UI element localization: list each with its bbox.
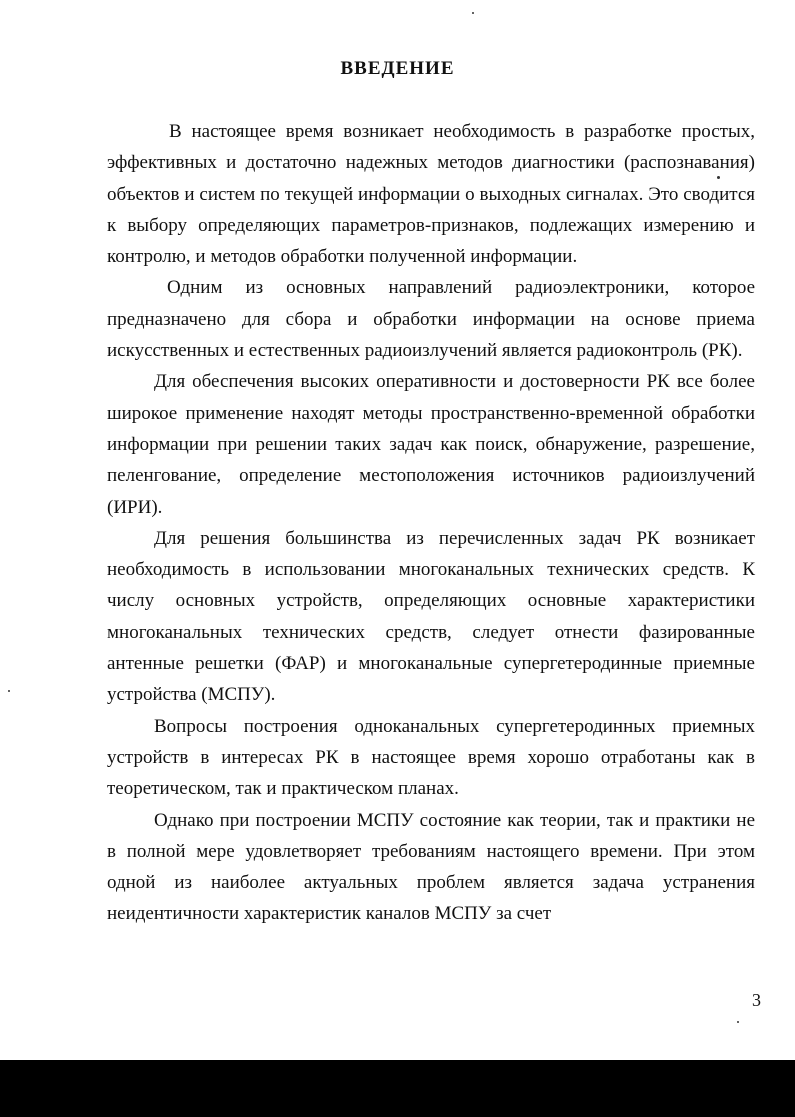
page-number: 3 (752, 990, 761, 1010)
paragraph-6: Однако при построении МСПУ состояние как теории, так и практики не в полной мере удовлетворяет требованиям настоящего времени. При этом одной из наиболее актуальных проблем является задача устранения неидентичности характеристик каналов МСПУ за счет (107, 809, 755, 925)
document-body (107, 116, 755, 930)
scan-speck (472, 12, 474, 14)
scan-speck (8, 690, 10, 692)
scan-speck (717, 176, 720, 179)
scan-speck (737, 1021, 739, 1023)
paragraph-4: Для решения большинства из перечисленных задач РК возникает необходимость в использовании многоканальных технических средств. К числу основных устройств, определяющих основные характеристики многоканальных технических средств, следует отнести фазированные антенные решетки (ФАР) и многоканальные супергетеродинные приемные устройства (МСПУ). (107, 527, 755, 706)
paragraph-1: В настоящее время возникает необходимость в разработке простых, эффективных и достаточно надежных методов диагностики (распознавания) объектов и систем по текущей информации о выходных сигналах. Это сводится к выбору определяющих параметров-признаков, подлежащих измерению и контролю, и методов обработки полученной информации. (107, 121, 755, 268)
paragraph-2: Одним из основных направлений радиоэлектроники, которое предназначено для сбора и обработки информации на основе приема искусственных и естественных радиоизлучений является радиоконтроль (РК). (107, 277, 755, 362)
scan-bottom-bar (0, 1060, 795, 1117)
paragraph-3: Для обеспечения высоких оперативности и достоверности РК все более широкое применение находят методы пространственно-временной обработки информации при решении таких задач как поиск, обнаружение, разрешение, пеленгование, определение местоположения источников радиоизлучений (ИРИ). (107, 371, 755, 518)
document-title: ВВЕДЕНИЕ (340, 58, 455, 79)
paragraph-5: Вопросы построения одноканальных супергетеродинных приемных устройств в интересах РК в настоящее время хорошо отработаны как в теоретическом, так и практическом планах. (107, 715, 755, 800)
